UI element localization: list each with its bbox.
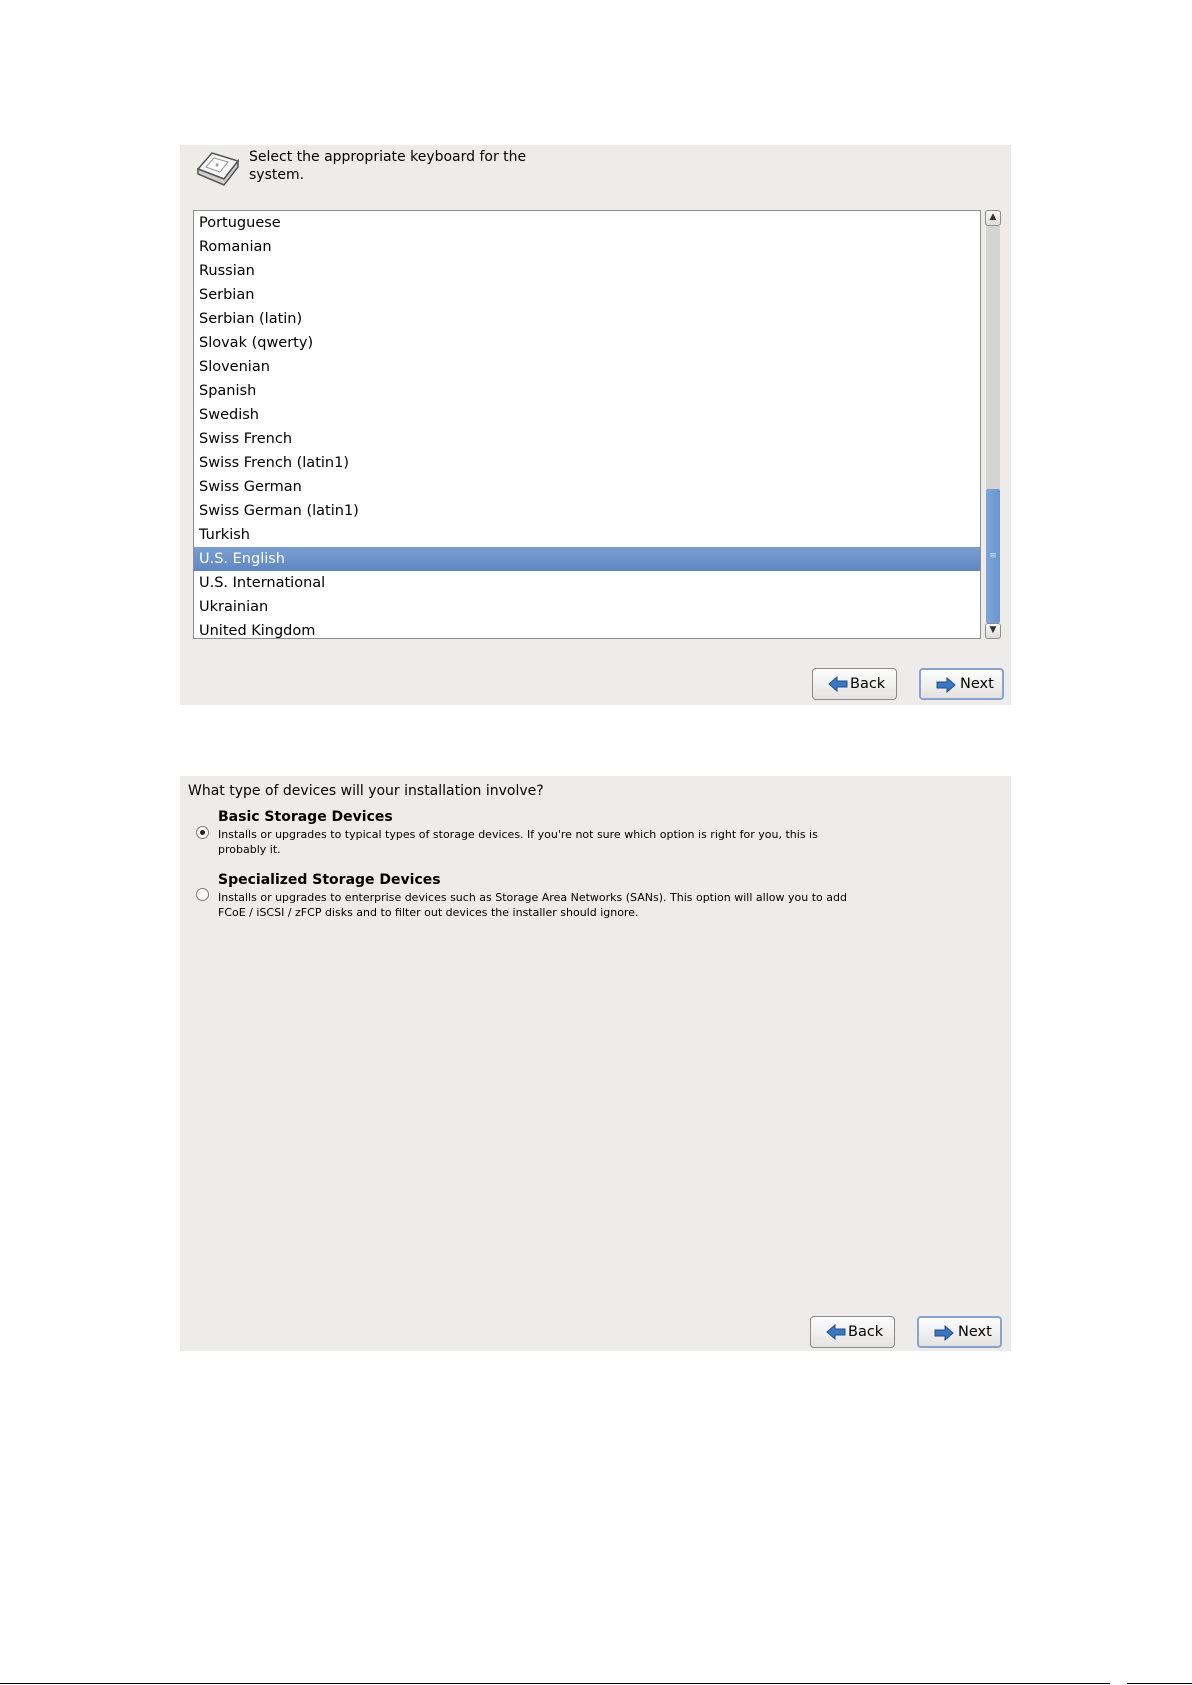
storage-panel: [180, 776, 1011, 1351]
keyboard-layout-item[interactable]: Turkish: [199, 527, 250, 543]
arrow-right-icon: [934, 1325, 954, 1341]
keyboard-panel: [180, 145, 1011, 705]
keyboard-layout-item[interactable]: Portuguese: [199, 215, 281, 231]
keyboard-layout-item[interactable]: Swiss French: [199, 431, 293, 447]
svg-text:#: #: [215, 163, 220, 169]
keyboard-list-scrollbar[interactable]: [985, 210, 1001, 639]
specialized-storage-title[interactable]: Specialized Storage Devices: [218, 872, 441, 888]
basic-storage-radio[interactable]: [196, 826, 209, 839]
scroll-up-icon[interactable]: ▲: [985, 210, 1001, 226]
next-button[interactable]: [917, 1316, 1002, 1348]
keyboard-layout-item[interactable]: United Kingdom: [199, 623, 316, 639]
keyboard-layout-item[interactable]: Ukrainian: [199, 599, 269, 615]
keyboard-layout-list[interactable]: [193, 210, 981, 639]
keyboard-layout-item[interactable]: Swiss German: [199, 479, 302, 495]
keyboard-layout-item[interactable]: Swedish: [199, 407, 259, 423]
back-button-label: Back: [848, 1324, 884, 1340]
specialized-storage-radio[interactable]: [196, 888, 209, 901]
radio-selected-dot: [200, 830, 205, 835]
keyboard-layout-item[interactable]: Slovenian: [199, 359, 270, 375]
next-button-label: Next: [958, 1324, 992, 1340]
storage-question: What type of devices will your installation involve?: [188, 783, 544, 799]
arrow-left-icon: [828, 676, 848, 692]
keyboard-layout-item[interactable]: Serbian: [199, 287, 255, 303]
keyboard-layout-item[interactable]: Slovak (qwerty): [199, 335, 314, 351]
scroll-down-icon[interactable]: ▼: [985, 623, 1001, 639]
keyboard-heading: Select the appropriate keyboard for the system.: [249, 149, 527, 183]
back-button-label: Back: [850, 676, 886, 692]
keyboard-layout-item[interactable]: U.S. International: [199, 575, 326, 591]
keyboard-layout-item[interactable]: Swiss French (latin1): [199, 455, 349, 471]
arrow-right-icon: [936, 677, 956, 693]
back-button[interactable]: [812, 668, 897, 700]
keyboard-layout-item[interactable]: Serbian (latin): [199, 311, 303, 327]
next-button[interactable]: [919, 668, 1004, 700]
back-button[interactable]: [810, 1316, 895, 1348]
keyboard-key-icon: [194, 147, 242, 189]
scrollbar-track[interactable]: [986, 226, 1000, 623]
basic-storage-description: Installs or upgrades to typical types of storage devices. If you're not sure which option is right for you, this is probably it.: [218, 828, 818, 856]
page-footer-rule-right: [1127, 1683, 1192, 1684]
page-footer-rule: [0, 1683, 1110, 1684]
next-button-label: Next: [960, 676, 994, 692]
scrollbar-thumb[interactable]: ≡: [986, 489, 1000, 623]
keyboard-layout-item[interactable]: Spanish: [199, 383, 257, 399]
keyboard-layout-item[interactable]: U.S. English: [194, 547, 980, 571]
arrow-left-icon: [826, 1324, 846, 1340]
basic-storage-title[interactable]: Basic Storage Devices: [218, 809, 393, 825]
keyboard-layout-item[interactable]: Romanian: [199, 239, 272, 255]
keyboard-layout-item[interactable]: Swiss German (latin1): [199, 503, 359, 519]
specialized-storage-description: Installs or upgrades to enterprise devices such as Storage Area Networks (SANs). This option will allow you to add FCoE / iSCSI / zFCP disks and to filter out devices the installer should ignore.: [218, 891, 847, 919]
keyboard-layout-item[interactable]: Russian: [199, 263, 255, 279]
